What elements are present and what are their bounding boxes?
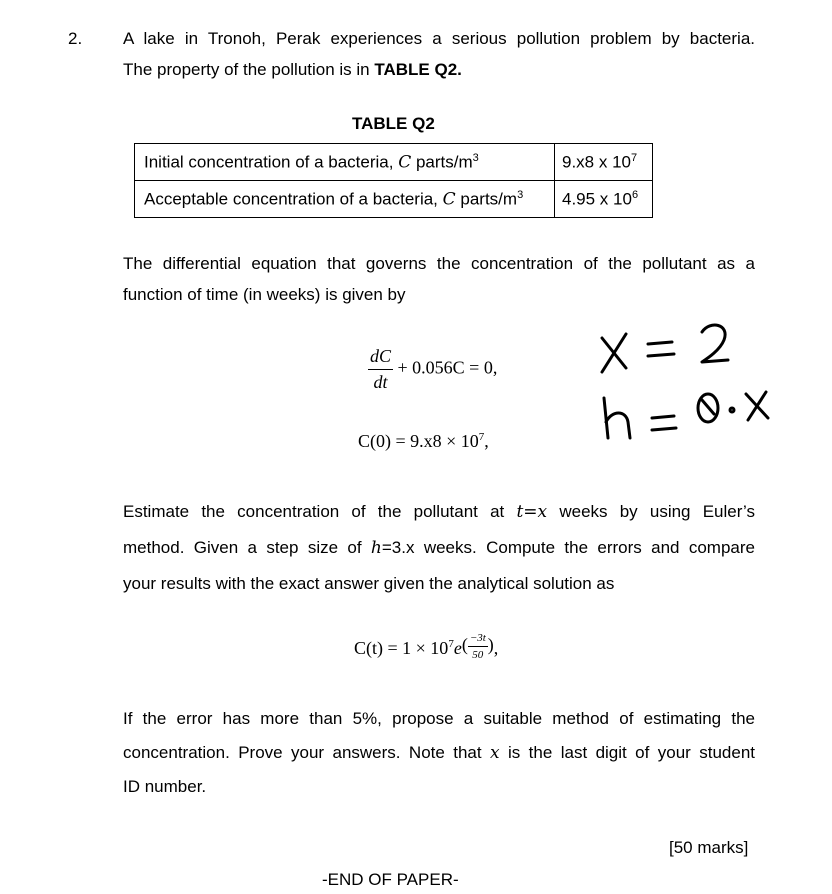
solution-e: e	[453, 638, 462, 658]
row-value-exp: 7	[631, 151, 638, 164]
exponent-fraction	[468, 632, 488, 661]
table-cell-label	[135, 181, 555, 218]
hand-equals-stroke	[652, 416, 674, 418]
row-unit-exp: 3	[517, 188, 524, 201]
hand-digit-0-slash	[702, 400, 714, 414]
analytical-solution	[354, 632, 499, 667]
hand-digit-2	[702, 325, 728, 362]
error-line-2-a: concentration. Prove your answers. Note that	[123, 743, 490, 762]
solution-end: ,	[493, 638, 499, 658]
solution-left-exp: 7	[448, 638, 454, 650]
estimate-line-2	[123, 530, 755, 566]
error-line-1: If the error has more than 5%, propose a suitable method of estimating the	[123, 709, 755, 728]
ic-left: C(0) = 9.x8 × 10	[358, 431, 479, 451]
table-reference: TABLE Q2.	[374, 60, 462, 79]
table-row-acceptable	[135, 181, 653, 218]
derivative-denominator: dt	[373, 372, 388, 392]
row-variable: C	[442, 189, 456, 210]
handwritten-notes	[590, 310, 780, 465]
hand-dot	[730, 408, 734, 412]
row-unit: parts/m	[411, 152, 473, 172]
intro-paragraph	[123, 23, 755, 85]
de-paragraph	[123, 248, 755, 310]
hand-x-stroke	[748, 392, 766, 420]
solution-exponent: ( $\frac{-3t}{50}$ )	[461, 632, 494, 661]
table-row-initial	[135, 144, 653, 181]
estimate-line-3: your results with the exact answer given the analytical solution as	[123, 574, 615, 593]
table-cell-value	[555, 181, 653, 218]
initial-condition	[358, 431, 489, 452]
step-size-var: h	[370, 538, 382, 558]
equation-rest: + 0.056C = 0,	[397, 357, 498, 378]
handwriting-drawing	[590, 310, 780, 460]
intro-line-2-prefix: The property of the pollution is in	[123, 60, 375, 79]
hand-equals-stroke	[648, 342, 672, 344]
hand-h-stroke	[606, 413, 630, 438]
property-table	[134, 143, 653, 218]
hand-equals-stroke	[652, 428, 676, 430]
de-line-1: The differential equation that governs the concentration of the pollutant as a	[123, 254, 755, 273]
hand-equals-stroke	[648, 354, 674, 356]
row-unit-exp: 3	[472, 151, 479, 164]
table-cell-label	[135, 144, 555, 181]
end-of-paper: -END OF PAPER-	[322, 870, 459, 889]
row-value: 4.95 x 10	[562, 189, 632, 209]
estimate-paragraph	[123, 494, 755, 601]
row-label-text: Initial concentration of a bacteria,	[144, 152, 399, 172]
estimate-line-1-a: Estimate the concentration of the pollutant at	[123, 502, 517, 521]
question-number: 2.	[68, 29, 83, 48]
error-line-3: ID number.	[123, 777, 207, 796]
ic-exp: 7	[478, 431, 485, 443]
estimate-line-2-a: method. Given a step size of	[123, 538, 371, 557]
derivative-numerator: dC	[368, 346, 393, 370]
de-line-2: function of time (in weeks) is given by	[123, 285, 406, 304]
marks-label: [50 marks]	[669, 838, 749, 857]
solution-left: C(t) = 1 × 10	[354, 638, 449, 658]
exponent-denominator: 50	[472, 649, 484, 661]
table-caption: TABLE Q2	[352, 114, 435, 133]
estimate-line-1-b: weeks by using Euler’s	[547, 502, 755, 521]
error-line-2-b: is the last digit of your student	[499, 743, 755, 762]
student-digit-var: x	[490, 743, 500, 763]
row-variable: C	[398, 152, 412, 173]
intro-line-1: A lake in Tronoh, Perak experiences a serious pollution problem by bacteria.	[123, 29, 755, 48]
differential-equation	[368, 346, 497, 393]
estimate-time-var: t=x	[516, 502, 548, 522]
ic-end: ,	[484, 431, 489, 451]
derivative-fraction	[368, 346, 393, 393]
row-value-exp: 6	[631, 188, 639, 201]
estimate-line-2-b: =3.x weeks. Compute the errors and compare	[381, 538, 755, 557]
row-value: 9.x8 x 10	[562, 152, 631, 172]
hand-x-stroke	[602, 334, 626, 372]
exponent-numerator: −3t	[468, 632, 488, 647]
intro-line-2	[123, 54, 755, 85]
error-line-2	[123, 736, 755, 770]
estimate-line-1	[123, 494, 755, 530]
row-unit: parts/m	[455, 189, 518, 209]
error-paragraph	[123, 702, 755, 804]
table-cell-value	[555, 144, 653, 181]
row-label-text: Acceptable concentration of a bacteria,	[144, 189, 443, 209]
